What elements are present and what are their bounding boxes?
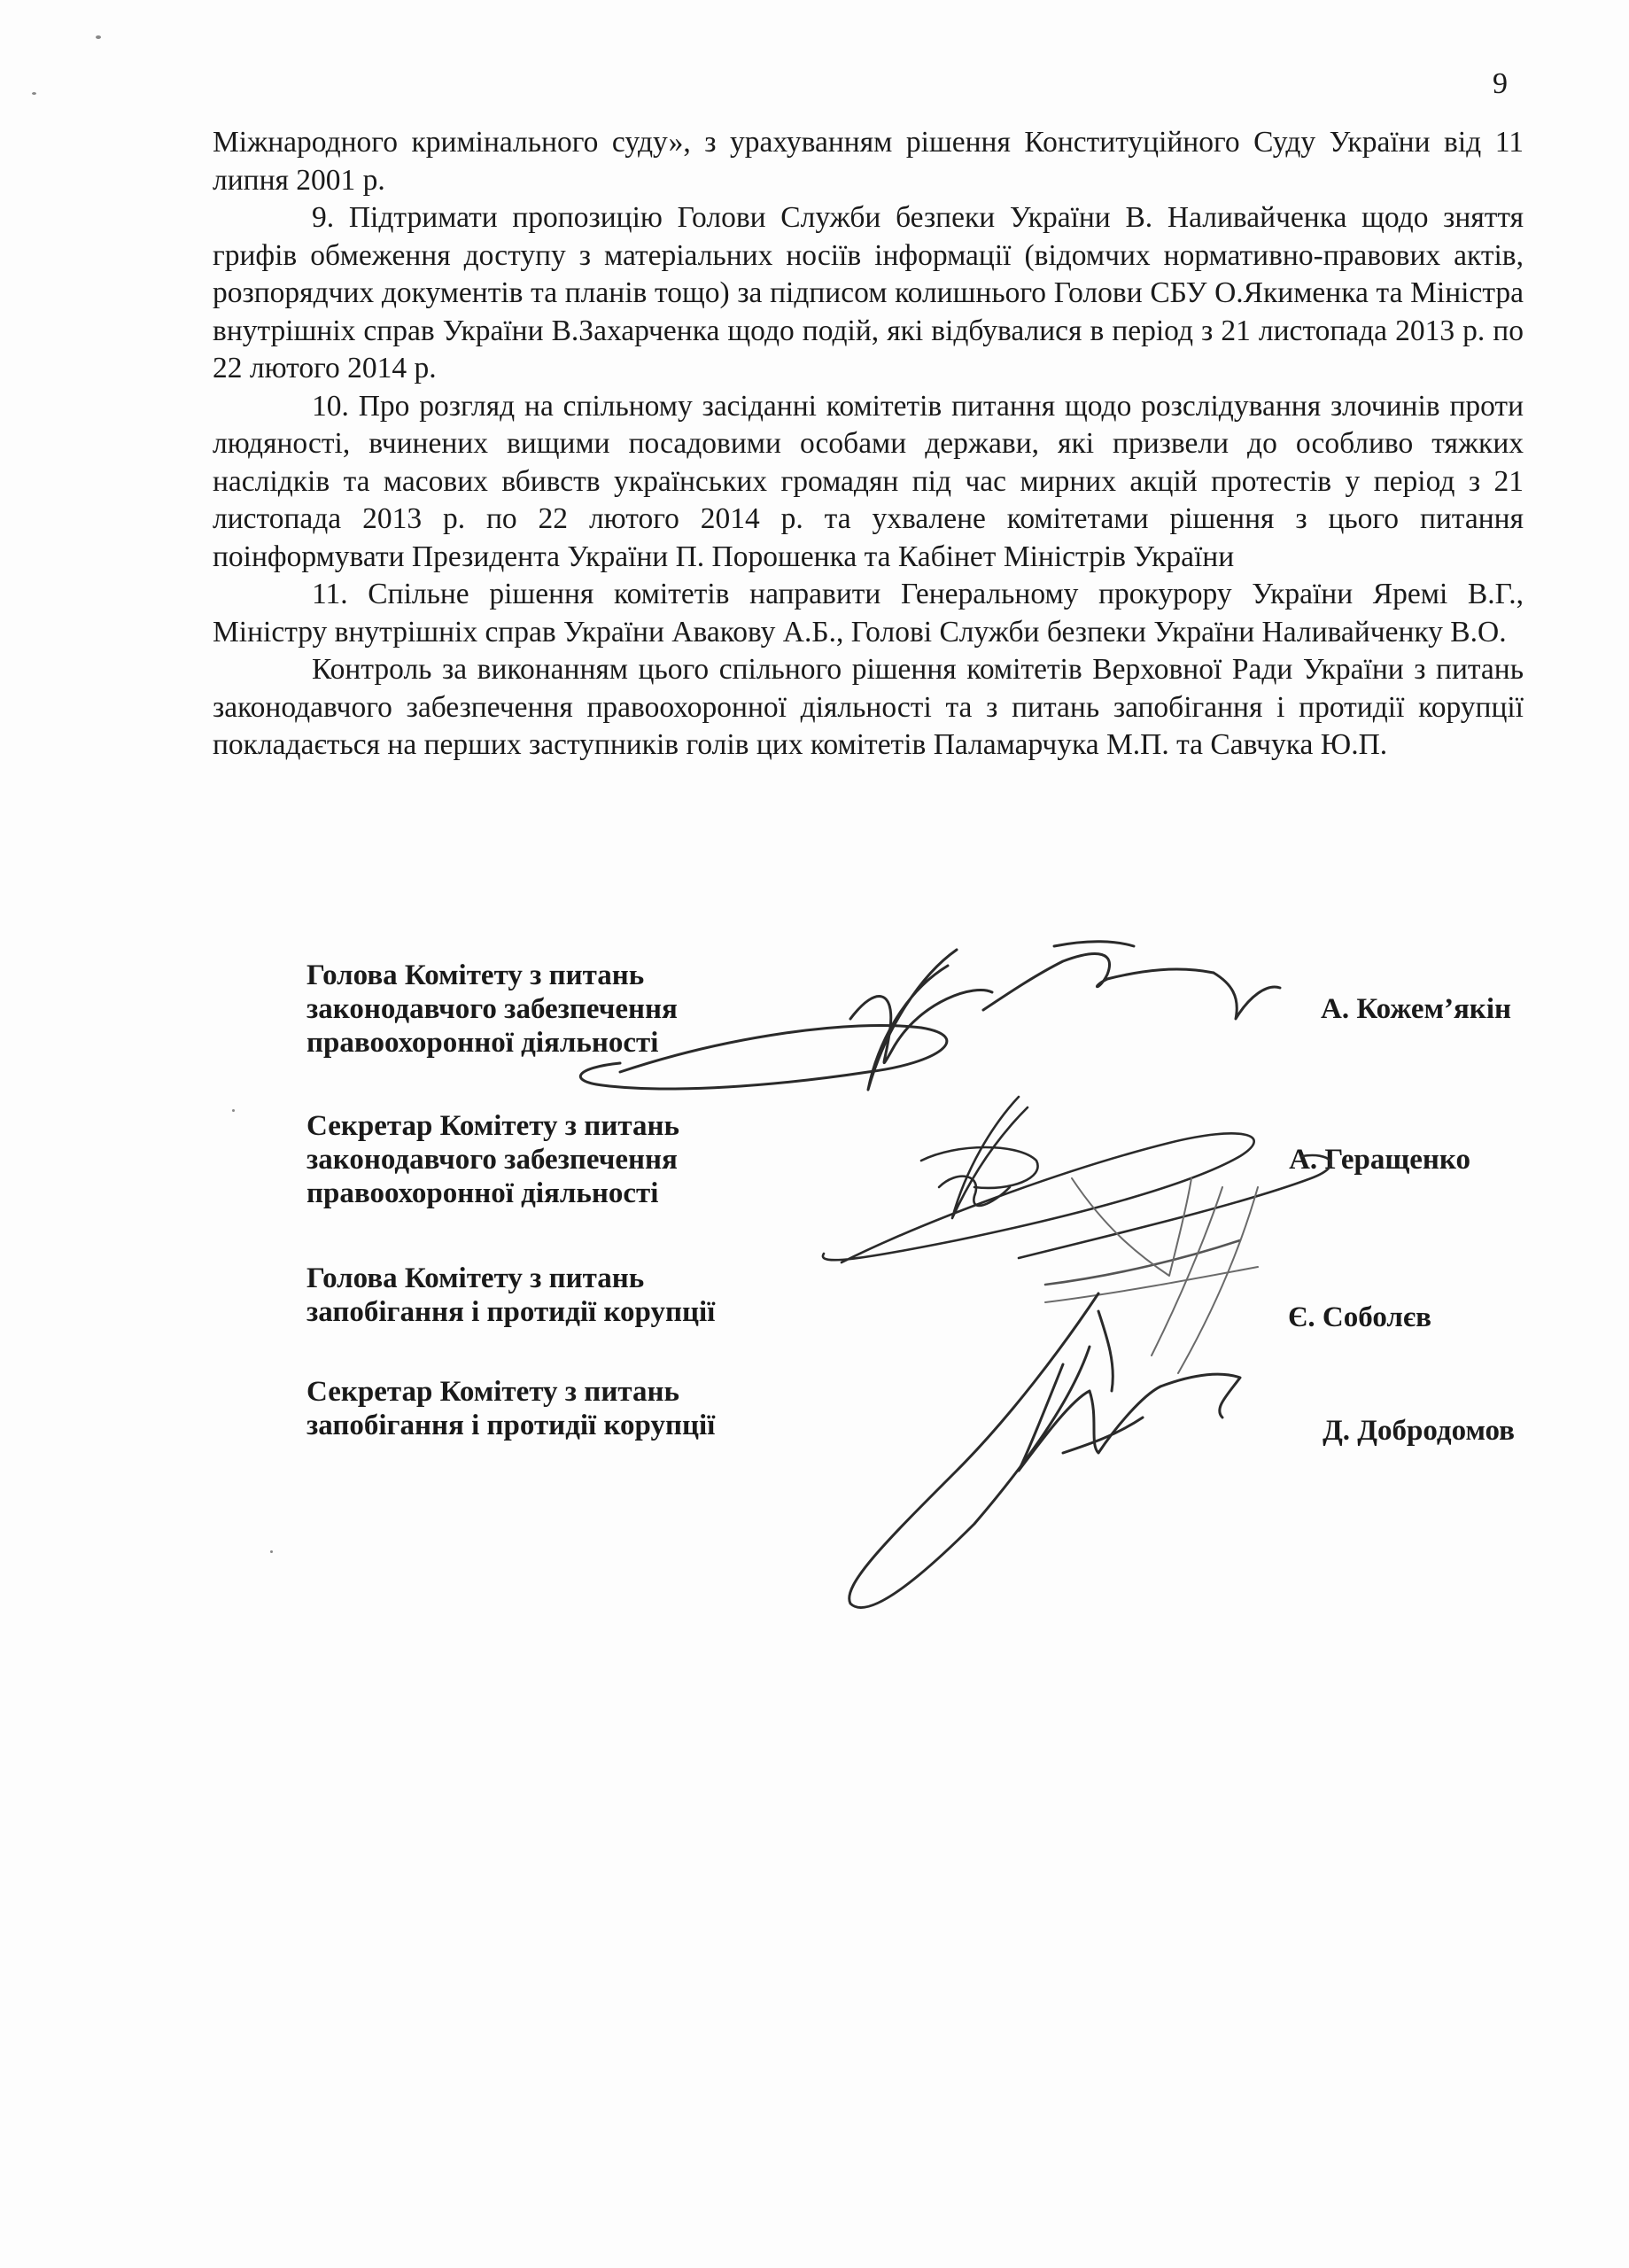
signatory-title-line: запобігання і протидії корупції bbox=[306, 1410, 716, 1441]
scan-speck bbox=[270, 1550, 273, 1553]
signatory-title bbox=[306, 1375, 838, 1442]
signature-4 bbox=[849, 1293, 1240, 1607]
signatory-title-line: правоохоронної діяльності bbox=[306, 1177, 659, 1209]
signatory-title-line: запобігання і протидії корупції bbox=[306, 1296, 716, 1328]
paragraph-item-10: 10. Про розгляд на спільному засіданні комітетів питання щодо розслідування злочинів проти людяності, вчинених вищими посадовими особами держави, які призвели до особливо тяжких наслідків та масових вбивств українських громадян під час мирних акцій протестів у період з 21 листопада 2013 р. по 22 лютого 2014 р. та ухвалене комітетами рішення з цього питання поінформувати Президента України П. Порошенка та Кабінет Міністрів України bbox=[213, 389, 1524, 573]
signatory-block bbox=[306, 1109, 1529, 1210]
paragraph-item-9: 9. Підтримати пропозицію Голови Служби безпеки України В. Наливайченка щодо зняття грифів обмеження доступу з матеріальних носіїв інформації (відомчих нормативно-правових актів, розпорядчих документів та планів тощо) за підписом колишнього Голови СБУ О.Якименка та Міністра внутрішніх справ України В.Захарченка щодо подій, які відбувалися в період з 21 листопада 2013 р. по 22 лютого 2014 р. bbox=[213, 201, 1524, 384]
signatory-title bbox=[306, 1109, 838, 1210]
signatory-title-line: Секретар Комітету з питань bbox=[306, 1110, 679, 1142]
body-text bbox=[213, 124, 1524, 765]
signatory-title-line: законодавчого забезпечення bbox=[306, 993, 678, 1025]
signatory-title bbox=[306, 1262, 838, 1329]
signatory-title-line: правоохоронної діяльності bbox=[306, 1027, 659, 1059]
signatory-name: А. Геращенко bbox=[1289, 1144, 1470, 1176]
signatory-title bbox=[306, 959, 838, 1060]
signatory-title-line: Голова Комітету з питань bbox=[306, 1262, 645, 1294]
signatory-title-line: Секретар Комітету з питань bbox=[306, 1376, 679, 1408]
signatory-name: А. Кожем’якін bbox=[1321, 993, 1511, 1025]
signatory-name: Є. Соболєв bbox=[1288, 1301, 1431, 1333]
scan-speck bbox=[232, 1109, 235, 1112]
paragraph-item-11: 11. Спільне рішення комітетів направити Генеральному прокурору України Яремі В.Г., Міністру внутрішніх справ України Авакову А.Б., Голові Служби безпеки України Наливайченку В.О. bbox=[213, 578, 1524, 649]
scan-speck bbox=[96, 35, 101, 39]
signatory-title-line: Голова Комітету з питань bbox=[306, 959, 645, 991]
paragraph-control: Контроль за виконанням цього спільного рішення комітетів Верховної Ради України з питань законодавчого забезпечення правоохоронної діяльності та з питань запобігання і протидії корупції покладається на перших заступників голів цих комітетів Паламарчука М.П. та Савчука Ю.П. bbox=[213, 653, 1524, 761]
paragraph-continuation: Міжнародного кримінального суду», з урахуванням рішення Конституційного Суду України від 11 липня 2001 р. bbox=[213, 126, 1524, 197]
signatory-block bbox=[306, 959, 1529, 1060]
page-number: 9 bbox=[1493, 67, 1508, 100]
signatory-name: Д. Добродомов bbox=[1323, 1415, 1515, 1447]
scan-speck bbox=[32, 92, 36, 95]
signatory-block bbox=[306, 1262, 1529, 1333]
signatory-block bbox=[306, 1375, 1529, 1447]
signatory-title-line: законодавчого забезпечення bbox=[306, 1144, 678, 1176]
